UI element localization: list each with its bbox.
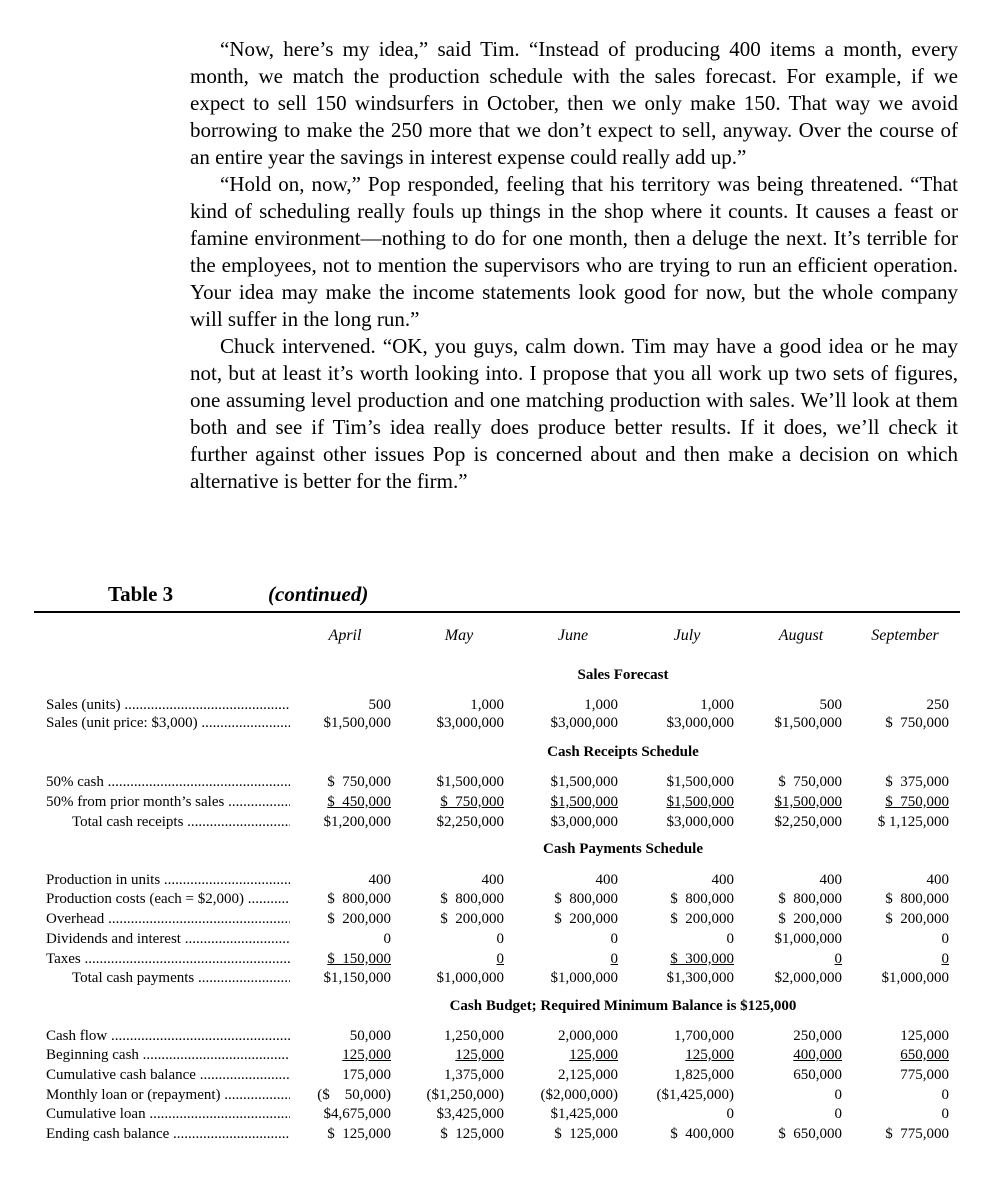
cell-sales-units-april: 500 [368, 697, 391, 713]
col-header-september: September [871, 627, 939, 644]
cell-total-payments-april: $1,150,000 [323, 970, 391, 986]
row-label-cumulative-loan: Cumulative loan ..... [46, 1105, 290, 1124]
cell-dividends-april: 0 [383, 931, 391, 947]
cell-ending-cash-june: $ 125,000 [554, 1126, 618, 1142]
underlined-value: 0 [496, 951, 504, 967]
cell-taxes-july [626, 950, 734, 969]
section-cash-budget: Cash Budget; Required Minimum Balance is $125,000 [449, 998, 797, 1014]
paragraph-1: “Now, here’s my idea,” said Tim. “Instead of producing 400 items a month, every month, we match the production schedule with the sales forecast. For example, if we expect to sell 150 windsurfers in October, then we only make 150. That way we avoid borrowing to make the 250 more that we don’t expect to sell, anyway. Over the course of an entire year the savings in interest expense could really add up.” [190, 37, 958, 169]
row-label-cumulative-balance: Cumulative cash balance ..... [46, 1066, 290, 1085]
cell-cumulative-loan-april: $4,675,000 [323, 1106, 391, 1122]
underlined-value: 0 [610, 951, 618, 967]
cell-prior50-august [734, 793, 842, 812]
cell-cash-flow-april: 50,000 [349, 1028, 391, 1044]
cell-overhead-june: $ 200,000 [554, 911, 618, 927]
cell-sales-units-june: 1,000 [584, 697, 618, 713]
cell-total-payments-august: $2,000,000 [774, 970, 842, 986]
cell-monthly-loan-july: ($1,425,000) [656, 1087, 734, 1103]
row-label-prior50: 50% from prior month’s sales ..... [46, 793, 290, 812]
cell-cumulative-loan-september: 0 [941, 1106, 949, 1122]
underlined-value: 125,000 [569, 1047, 618, 1063]
cell-cash50-september: $ 375,000 [885, 774, 949, 790]
cell-prod-costs-august: $ 800,000 [778, 891, 842, 907]
narrative-text [190, 36, 958, 495]
cell-sales-price-august: $1,500,000 [774, 715, 842, 731]
cell-prod-units-june: 400 [595, 872, 618, 888]
cell-prod-units-july: 400 [711, 872, 734, 888]
cell-total-payments-july: $1,300,000 [666, 970, 734, 986]
cell-cash50-august: $ 750,000 [778, 774, 842, 790]
underlined-value: 0 [941, 951, 949, 967]
cell-prior50-june [510, 793, 618, 812]
cell-dividends-june: 0 [610, 931, 618, 947]
cell-ending-cash-august: $ 650,000 [778, 1126, 842, 1142]
cell-cash50-may: $1,500,000 [436, 774, 504, 790]
underlined-value: 0 [834, 951, 842, 967]
cell-cash50-april: $ 750,000 [327, 774, 391, 790]
cell-sales-price-april: $1,500,000 [323, 715, 391, 731]
underlined-value: 400,000 [793, 1047, 842, 1063]
cell-total-payments-may: $1,000,000 [436, 970, 504, 986]
cell-total-payments-september: $1,000,000 [881, 970, 949, 986]
col-header-july: July [673, 627, 701, 644]
underlined-value: 650,000 [900, 1047, 949, 1063]
row-label-total-payments: Total cash payments ..... [72, 969, 290, 988]
cell-monthly-loan-may: ($1,250,000) [426, 1087, 504, 1103]
underlined-value: $1,500,000 [774, 794, 842, 810]
row-label-sales-price: Sales (unit price: $3,000) ..... [46, 714, 290, 733]
cell-overhead-july: $ 200,000 [670, 911, 734, 927]
cell-dividends-july: 0 [726, 931, 734, 947]
cell-sales-units-september: 250 [926, 697, 949, 713]
cell-monthly-loan-june: ($2,000,000) [540, 1087, 618, 1103]
cell-overhead-april: $ 200,000 [327, 911, 391, 927]
cell-cumulative-loan-may: $3,425,000 [436, 1106, 504, 1122]
cell-cash-flow-may: 1,250,000 [444, 1028, 504, 1044]
underlined-value: 125,000 [685, 1047, 734, 1063]
underlined-value: $ 750,000 [885, 794, 949, 810]
underlined-value: $ 450,000 [327, 794, 391, 810]
cell-cumulative-balance-august: 650,000 [793, 1067, 842, 1083]
cell-ending-cash-may: $ 125,000 [440, 1126, 504, 1142]
row-label-sales-units: Sales (units) ..... [46, 696, 290, 715]
cell-prod-units-september: 400 [926, 872, 949, 888]
cell-cash50-july: $1,500,000 [666, 774, 734, 790]
underlined-value: 125,000 [342, 1047, 391, 1063]
cell-prod-units-may: 400 [481, 872, 504, 888]
cell-overhead-september: $ 200,000 [885, 911, 949, 927]
cell-sales-price-june: $3,000,000 [550, 715, 618, 731]
cell-overhead-august: $ 200,000 [778, 911, 842, 927]
cell-total-payments-june: $1,000,000 [550, 970, 618, 986]
table-title: Table 3 [108, 582, 174, 606]
cell-prod-costs-june: $ 800,000 [554, 891, 618, 907]
row-label-taxes: Taxes ..... [46, 950, 290, 969]
cell-overhead-may: $ 200,000 [440, 911, 504, 927]
cell-prod-costs-may: $ 800,000 [440, 891, 504, 907]
section-cash-receipts: Cash Receipts Schedule [547, 744, 699, 760]
row-label-overhead: Overhead ..... [46, 910, 290, 929]
col-header-may: May [444, 627, 474, 644]
cell-cumulative-loan-july: 0 [726, 1106, 734, 1122]
cell-prod-units-august: 400 [819, 872, 842, 888]
cell-ending-cash-september: $ 775,000 [885, 1126, 949, 1142]
cell-cash-flow-june: 2,000,000 [558, 1028, 618, 1044]
cell-cash-flow-september: 125,000 [900, 1028, 949, 1044]
cell-beginning-cash-august [734, 1046, 842, 1065]
cell-beginning-cash-may [396, 1046, 504, 1065]
cell-sales-units-july: 1,000 [700, 697, 734, 713]
cell-cash50-june: $1,500,000 [550, 774, 618, 790]
cell-ending-cash-july: $ 400,000 [670, 1126, 734, 1142]
col-header-august: August [778, 627, 824, 644]
cell-total-receipts-june: $3,000,000 [550, 814, 618, 830]
cell-prior50-september [841, 793, 949, 812]
cell-sales-units-may: 1,000 [470, 697, 504, 713]
underlined-value: $ 750,000 [440, 794, 504, 810]
cell-total-receipts-april: $1,200,000 [323, 814, 391, 830]
cell-sales-price-july: $3,000,000 [666, 715, 734, 731]
cell-total-receipts-july: $3,000,000 [666, 814, 734, 830]
cell-cumulative-balance-june: 2,125,000 [558, 1067, 618, 1083]
cell-sales-price-september: $ 750,000 [885, 715, 949, 731]
col-header-june: June [557, 627, 589, 644]
paragraph-3: Chuck intervened. “OK, you guys, calm down. Tim may have a good idea or he may not, but at least it’s worth looking into. I propose that you all work up two sets of figures, one assuming level production and one matching production with sales. We’ll look at them both and see if Tim’s idea really does produce better results. If it does, we’ll check it further against other issues Pop is concerned about and then make a decision on which alternative is better for the firm.” [190, 334, 958, 493]
cell-cumulative-loan-august: 0 [834, 1106, 842, 1122]
cell-ending-cash-april: $ 125,000 [327, 1126, 391, 1142]
underlined-value: $ 300,000 [670, 951, 734, 967]
cell-cumulative-balance-may: 1,375,000 [444, 1067, 504, 1083]
cell-taxes-september [841, 950, 949, 969]
table-top-rule [34, 611, 960, 613]
underlined-value: $1,500,000 [666, 794, 734, 810]
cell-prior50-april [283, 793, 391, 812]
cell-taxes-august [734, 950, 842, 969]
cell-dividends-september: 0 [941, 931, 949, 947]
cell-cumulative-balance-july: 1,825,000 [674, 1067, 734, 1083]
cell-cash-flow-july: 1,700,000 [674, 1028, 734, 1044]
row-label-total-receipts: Total cash receipts ..... [72, 813, 290, 832]
cell-total-receipts-may: $2,250,000 [436, 814, 504, 830]
row-label-monthly-loan: Monthly loan or (repayment) ..... [46, 1086, 290, 1105]
row-label-cash-flow: Cash flow ..... [46, 1027, 290, 1046]
cell-beginning-cash-july [626, 1046, 734, 1065]
cell-prior50-may [396, 793, 504, 812]
cell-taxes-june [510, 950, 618, 969]
cell-total-receipts-august: $2,250,000 [774, 814, 842, 830]
section-sales-forecast: Sales Forecast [577, 667, 669, 683]
row-label-cash50: 50% cash ..... [46, 773, 290, 792]
cell-prod-costs-september: $ 800,000 [885, 891, 949, 907]
underlined-value: $1,500,000 [550, 794, 618, 810]
underlined-value: 125,000 [455, 1047, 504, 1063]
cell-prior50-july [626, 793, 734, 812]
cell-total-receipts-september: $ 1,125,000 [877, 814, 949, 830]
cell-taxes-april [283, 950, 391, 969]
row-label-beginning-cash: Beginning cash ..... [46, 1046, 290, 1065]
cell-cumulative-balance-september: 775,000 [900, 1067, 949, 1083]
section-cash-payments: Cash Payments Schedule [542, 841, 703, 857]
cell-prod-costs-april: $ 800,000 [327, 891, 391, 907]
cell-dividends-august: $1,000,000 [774, 931, 842, 947]
row-label-prod-costs: Production costs (each = $2,000) ..... [46, 890, 290, 909]
cell-beginning-cash-september [841, 1046, 949, 1065]
cell-monthly-loan-september: 0 [941, 1087, 949, 1103]
cell-beginning-cash-april [283, 1046, 391, 1065]
cell-cumulative-loan-june: $1,425,000 [550, 1106, 618, 1122]
underlined-value: $ 150,000 [327, 951, 391, 967]
row-label-ending-cash: Ending cash balance ..... [46, 1125, 290, 1144]
cell-prod-units-april: 400 [368, 872, 391, 888]
cell-sales-units-august: 500 [819, 697, 842, 713]
row-label-dividends: Dividends and interest ..... [46, 930, 290, 949]
cell-dividends-may: 0 [496, 931, 504, 947]
cell-taxes-may [396, 950, 504, 969]
cell-beginning-cash-june [510, 1046, 618, 1065]
row-label-prod-units: Production in units ..... [46, 871, 290, 890]
cell-monthly-loan-august: 0 [834, 1087, 842, 1103]
table-subtitle: (continued) [268, 582, 369, 606]
cell-cash-flow-august: 250,000 [793, 1028, 842, 1044]
paragraph-2: “Hold on, now,” Pop responded, feeling that his territory was being threatened. “That kind of scheduling really fouls up things in the shop where it counts. It causes a feast or famine environment—nothing to do for one month, then a deluge the next. It’s terrible for the employees, not to mention the supervisors who are trying to run an efficient operation. Your idea may make the income statements look good for now, but the whole company will suffer in the long run.” [190, 172, 958, 331]
cell-prod-costs-july: $ 800,000 [670, 891, 734, 907]
cell-monthly-loan-april: ($ 50,000) [317, 1087, 391, 1103]
col-header-april: April [328, 627, 362, 644]
cell-sales-price-may: $3,000,000 [436, 715, 504, 731]
cell-cumulative-balance-april: 175,000 [342, 1067, 391, 1083]
